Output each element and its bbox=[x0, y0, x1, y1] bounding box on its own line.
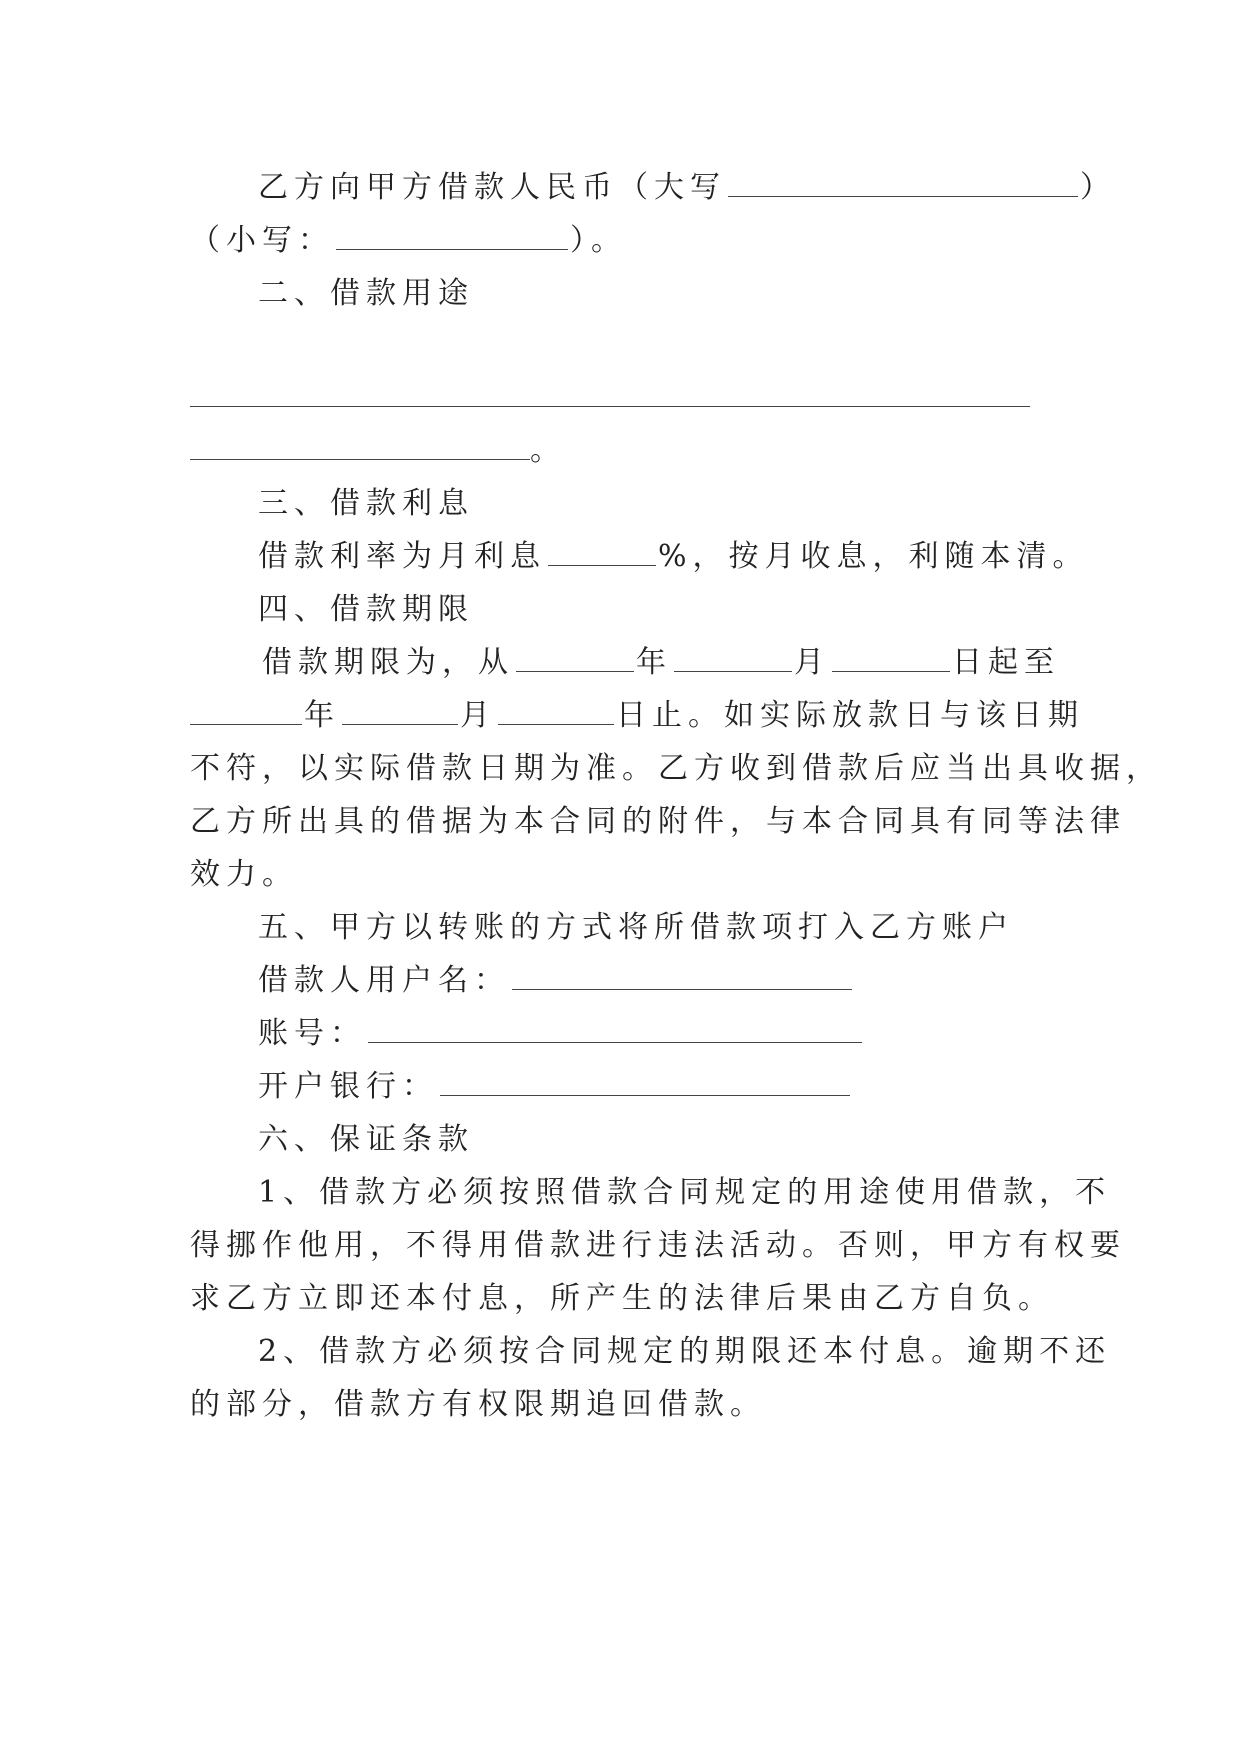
account-number-line: 账号： bbox=[258, 1014, 864, 1054]
bank-name-line: 开户银行： bbox=[258, 1067, 852, 1107]
paragraph-line: 不符，以实际借款日期为准。乙方收到借款后应当出具收据， bbox=[190, 751, 1162, 786]
loan-purpose-line-2: 。 bbox=[190, 431, 566, 471]
section-6-heading: 六、保证条款 bbox=[258, 1122, 474, 1157]
start-month-blank[interactable] bbox=[674, 647, 792, 672]
borrower-username-line: 借款人用户名： bbox=[258, 961, 854, 1001]
section-4-heading: 四、借款期限 bbox=[258, 592, 474, 627]
loan-term-end-line: 年 月 日止。如实际放款日与该日期 bbox=[190, 696, 1084, 736]
end-month-blank[interactable] bbox=[342, 700, 458, 725]
loan-purpose-blank-2[interactable] bbox=[190, 435, 530, 460]
loan-amount-lowercase-line: （小写： ）。 bbox=[190, 223, 627, 258]
amount-lowercase-blank[interactable] bbox=[336, 225, 568, 250]
loan-amount-line: 乙方向甲方借款人民币（大写 ） bbox=[258, 170, 1116, 205]
interest-rate-blank[interactable] bbox=[548, 541, 656, 566]
start-day-blank[interactable] bbox=[832, 647, 950, 672]
borrower-username-blank[interactable] bbox=[512, 965, 852, 990]
amount-uppercase-blank[interactable] bbox=[728, 172, 1078, 197]
interest-rate-line: 借款利率为月利息 %，按月收息，利随本清。 bbox=[258, 539, 1089, 574]
paragraph-line: 效力。 bbox=[190, 857, 298, 892]
end-day-blank[interactable] bbox=[498, 700, 614, 725]
loan-purpose-line-1 bbox=[190, 378, 1030, 418]
paragraph-line: 得挪作他用，不得用借款进行违法活动。否则，甲方有权要 bbox=[190, 1228, 1126, 1263]
clause-1-line: 1、借款方必须按照借款合同规定的用途使用借款，不 bbox=[258, 1175, 1112, 1210]
loan-term-line: 借款期限为，从 年 月 日起至 bbox=[262, 645, 1060, 680]
loan-purpose-blank-1[interactable] bbox=[190, 382, 1030, 407]
clause-2-line: 2、借款方必须按合同规定的期限还本付息。逾期不还 bbox=[258, 1334, 1112, 1369]
section-2-heading: 二、借款用途 bbox=[258, 276, 474, 311]
section-3-heading: 三、借款利息 bbox=[258, 486, 474, 521]
paragraph-line: 求乙方立即还本付息，所产生的法律后果由乙方自负。 bbox=[190, 1281, 1054, 1316]
paragraph-line: 乙方所出具的借据为本合同的附件，与本合同具有同等法律 bbox=[190, 804, 1126, 839]
paragraph-line: 的部分，借款方有权限期追回借款。 bbox=[190, 1387, 766, 1422]
bank-name-blank[interactable] bbox=[440, 1071, 850, 1096]
end-year-blank[interactable] bbox=[190, 700, 302, 725]
start-year-blank[interactable] bbox=[516, 647, 634, 672]
section-5-heading: 五、甲方以转账的方式将所借款项打入乙方账户 bbox=[258, 910, 1014, 945]
account-number-blank[interactable] bbox=[368, 1018, 862, 1043]
